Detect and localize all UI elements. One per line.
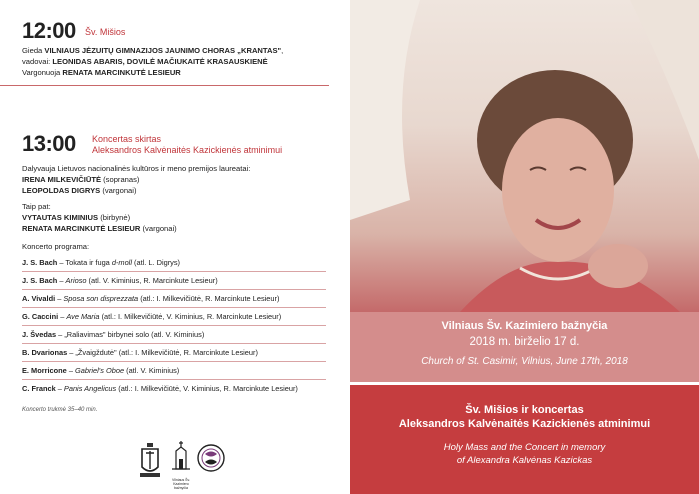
program-arrangement: (atl. V. Kiminius, R. Marcinkute Lesieur) xyxy=(86,276,218,285)
program-work-italic: d-moll xyxy=(111,258,132,267)
program-divider xyxy=(22,343,326,344)
program-dash: – xyxy=(57,258,66,267)
event1-line1-suffix: , xyxy=(281,46,284,55)
performer3 xyxy=(22,213,130,224)
event1-conductors-line xyxy=(22,57,268,68)
program-divider xyxy=(22,271,326,272)
event1-line3-prefix: Vargonuoja xyxy=(22,68,63,77)
performer1-name: IRENA MILKEVIČIŪTĖ xyxy=(22,175,102,184)
program-work: „Raliavimas" birbynei solo xyxy=(64,330,150,339)
also-intro: Taip pat: xyxy=(22,202,51,211)
coat-of-arms-logo xyxy=(136,441,164,481)
performer3-role: (birbynė) xyxy=(98,213,131,222)
program-item xyxy=(22,276,218,285)
program-item xyxy=(22,348,258,357)
choir-name: VILNIAUS JĖZUITŲ GIMNAZIJOS JAUNIMO CHORAS „KRANTAS" xyxy=(44,46,282,55)
event1-choir-line xyxy=(22,46,283,57)
church-logo xyxy=(168,439,194,490)
program-dash: – xyxy=(56,330,65,339)
program-divider xyxy=(22,379,326,380)
right-column xyxy=(350,0,699,494)
venue-panel xyxy=(350,312,699,382)
venue-name: Vilniaus Šv. Kazimiero bažnyčia xyxy=(441,320,608,332)
performer1 xyxy=(22,175,139,186)
performer2-role: (vargonai) xyxy=(100,186,137,195)
event1-line1-prefix: Gieda xyxy=(22,46,45,55)
event2-title-line1: Koncertas skirtas xyxy=(92,134,162,144)
english-venue-date: Church of St. Casimir, Vilnius, June 17th, 2018 xyxy=(421,356,628,367)
title-en-line1: Holy Mass and the Concert in memory xyxy=(443,442,606,453)
program-item xyxy=(22,384,298,393)
program-divider xyxy=(22,307,326,308)
church-logo-text: Vilniaus Šv. Kazimiero bažnyčia xyxy=(172,478,190,490)
event2-title-line2: Aleksandros Kalvėnaitės Kazickienės atminimui xyxy=(92,145,283,155)
program-item xyxy=(22,312,281,321)
program-dash: – xyxy=(66,366,75,375)
event-date: 2018 m. birželio 17 d. xyxy=(469,336,580,348)
program-work: Tokata ir fuga xyxy=(65,258,112,267)
program-divider xyxy=(22,289,326,290)
program-item xyxy=(22,294,279,303)
program-composer: G. Caccini xyxy=(22,312,59,321)
program-work-italic: Panis Angelicus xyxy=(63,384,117,393)
program-composer: J. S. Bach xyxy=(22,276,58,285)
program-composer: J. Švedas xyxy=(22,330,57,339)
title-en-line2: of Alexandra Kalvėnas Kazickas xyxy=(456,455,593,466)
program-work-italic: Ave Maria xyxy=(66,312,100,321)
performer1-role: (sopranas) xyxy=(101,175,140,184)
program-dash: – xyxy=(57,276,66,285)
program-work-italic: Sposa son disprezzata xyxy=(63,294,139,303)
event1-organist-line xyxy=(22,68,181,79)
program-work-italic: Arioso xyxy=(65,276,87,285)
program-composer: C. Franck xyxy=(22,384,56,393)
program-divider xyxy=(22,361,326,362)
program-composer: E. Morricone xyxy=(22,366,67,375)
portrait-photo xyxy=(350,0,699,312)
performer4-role: (vargonai) xyxy=(140,224,177,233)
performer4-name: RENATA MARCINKUTĖ LESIEUR xyxy=(22,224,141,233)
program-dash: – xyxy=(55,384,64,393)
program-composer: J. S. Bach xyxy=(22,258,58,267)
laureates-intro: Dalyvauja Lietuvos nacionalinės kultūros ir meno premijos laureatai: xyxy=(22,164,251,173)
program-arrangement: (atl. V. Kiminius) xyxy=(124,366,180,375)
program-dash: – xyxy=(55,294,64,303)
program-work-italic: Gabriel's Oboe xyxy=(74,366,125,375)
performer4 xyxy=(22,224,177,235)
conductors-names: LEONIDAS ABARIS, DOVILĖ MAČIUKAITĖ KRASAUSKIENĖ xyxy=(52,57,268,66)
divider-top xyxy=(0,85,329,86)
event2-time: 13:00 xyxy=(22,131,76,156)
performer2 xyxy=(22,186,137,197)
program-divider xyxy=(22,325,326,326)
title-panel xyxy=(350,385,699,494)
event2-title xyxy=(92,134,282,156)
organist-name: RENATA MARCINKUTĖ LESIEUR xyxy=(62,68,181,77)
program-arrangement: (atl. V. Kiminius) xyxy=(149,330,205,339)
title-lt-line1: Šv. Mišios ir koncertas xyxy=(465,404,584,416)
program-dash: – xyxy=(67,348,76,357)
event1-line2-prefix: vadovai: xyxy=(22,57,53,66)
circular-emblem-logo xyxy=(196,443,226,473)
program-composer: A. Vivaldi xyxy=(22,294,56,303)
performer2-name: LEOPOLDAS DIGRYS xyxy=(22,186,101,195)
program-work: „Žvaigždutė" xyxy=(75,348,117,357)
program-dash: – xyxy=(58,312,67,321)
event1-time: 12:00 xyxy=(22,18,76,43)
program-arrangement: (atl.: I. Milkevičiūtė, R. Marcinkute Lesieur) xyxy=(138,294,280,303)
program-item xyxy=(22,330,204,339)
left-column xyxy=(0,0,345,494)
program-item xyxy=(22,366,179,375)
program-arrangement: (atl.: I. Milkevičiūtė, V. Kiminius, R. Marcinkute Lesieur) xyxy=(116,384,298,393)
program-intro: Koncerto programa: xyxy=(22,242,90,251)
program-arrangement: (atl. L. Digrys) xyxy=(131,258,181,267)
title-lt-line2: Aleksandros Kalvėnaitės Kazickienės atminimui xyxy=(398,418,651,430)
program-composer: B. Dvarionas xyxy=(22,348,68,357)
program-arrangement: (atl.: I. Milkevičiūtė, V. Kiminius, R. Marcinkute Lesieur) xyxy=(99,312,282,321)
program-item xyxy=(22,258,180,267)
program-arrangement: (atl.: I. Milkevičiūtė, R. Marcinkute Lesieur) xyxy=(116,348,258,357)
duration-note: Koncerto trukmė 35–40 min. xyxy=(22,407,98,413)
performer3-name: VYTAUTAS KIMINIUS xyxy=(22,213,99,222)
event1-title: Šv. Mišios xyxy=(85,27,126,37)
